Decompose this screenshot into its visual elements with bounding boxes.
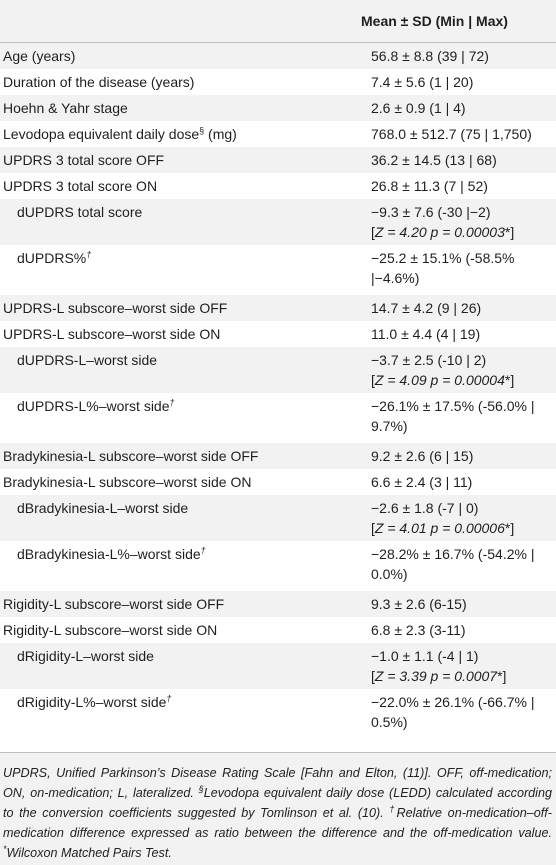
row-label: Duration of the disease (years) (3, 74, 195, 90)
row-label: dUPDRS%† (17, 249, 92, 266)
row-value: 26.8 ± 11.3 (7 | 52) (371, 178, 488, 194)
row-value: 6.8 ± 2.3 (3-11) (371, 622, 466, 638)
row-value: 2.6 ± 0.9 (1 | 4) (371, 100, 466, 116)
table-row (0, 393, 556, 443)
row-value: −9.3 ± 7.6 (-30 |−2) [Z = 4.20 p = 0.00003*] (371, 204, 515, 240)
row-label: dRigidity-L%–worst side† (17, 693, 172, 710)
reference-link[interactable]: 11 (407, 766, 421, 780)
row-value: −3.7 ± 2.5 (-10 | 2) [Z = 4.09 p = 0.00004*] (371, 352, 515, 388)
row-label: Age (years) (3, 48, 76, 64)
row-label: Bradykinesia-L subscore–worst side OFF (3, 448, 259, 464)
row-value: −28.2% ± 16.7% (-54.2% | 0.0%) (371, 546, 535, 582)
column-header-mean-sd: Mean ± SD (Min | Max) (361, 13, 508, 29)
table-row (0, 173, 556, 199)
table-row (0, 95, 556, 121)
row-label: UPDRS-L subscore–worst side OFF (3, 300, 228, 316)
row-value: 768.0 ± 512.7 (75 | 1,750) (371, 126, 532, 142)
row-label: Rigidity-L subscore–worst side OFF (3, 596, 225, 612)
table-row (0, 617, 556, 643)
table-row (0, 43, 556, 69)
table-row (0, 643, 556, 689)
footnote-text: UPDRS, Unified Parkinson’s Disease Rating Scale [Fahn and Elton, (11)]. OFF, off-medication; ON, on-medication; L, lateralized. §Levodopa equivalent daily dose (LEDD) calculated according to the conversion coefficients suggested by Tomlinson et al. (10). †Relative on-medication–off-medication difference expressed as ratio between the difference and the off-medication value. *Wilcoxon Matched Pairs Test. (3, 766, 552, 860)
table-row (0, 121, 556, 147)
row-value: −22.0% ± 26.1% (-66.7% | 0.5%) (371, 694, 535, 730)
row-value: 9.3 ± 2.6 (6-15) (371, 596, 467, 612)
table-row (0, 469, 556, 495)
row-label: UPDRS 3 total score ON (3, 178, 158, 194)
dagger-mark: † (200, 545, 206, 556)
table-row (0, 443, 556, 469)
table-row (0, 321, 556, 347)
row-value: 11.0 ± 4.4 (4 | 19) (371, 326, 481, 342)
row-value: −25.2 ± 15.1% (-58.5% |−4.6%) (371, 250, 515, 286)
row-value: 14.7 ± 4.2 (9 | 26) (371, 300, 482, 316)
row-label: Bradykinesia-L subscore–worst side ON (3, 474, 252, 490)
table-row (0, 147, 556, 173)
row-value: 7.4 ± 5.6 (1 | 20) (371, 74, 474, 90)
table-row (0, 541, 556, 591)
row-label: dBradykinesia-L%–worst side† (17, 545, 206, 562)
row-value: −1.0 ± 1.1 (-4 | 1) [Z = 3.39 p = 0.0007*] (371, 648, 507, 684)
table-footnote (0, 752, 556, 865)
row-label: dBradykinesia-L–worst side (17, 500, 189, 516)
row-value: −26.1% ± 17.5% (-56.0% | 9.7%) (371, 398, 535, 434)
table-row (0, 199, 556, 245)
table-row (0, 245, 556, 295)
row-value: −2.6 ± 1.8 (-7 | 0) [Z = 4.01 p = 0.00006*] (371, 500, 515, 536)
table-row (0, 495, 556, 541)
row-label: dUPDRS-L–worst side (17, 352, 158, 368)
row-value: 9.2 ± 2.6 (6 | 15) (371, 448, 474, 464)
dagger-mark: † (86, 249, 92, 260)
row-value: 36.2 ± 14.5 (13 | 68) (371, 152, 497, 168)
row-label: Rigidity-L subscore–worst side ON (3, 622, 218, 638)
row-label: UPDRS 3 total score OFF (3, 152, 165, 168)
row-value: 6.6 ± 2.4 (3 | 11) (371, 474, 473, 490)
row-label: dUPDRS total score (17, 204, 143, 220)
table-row (0, 347, 556, 393)
table-row (0, 591, 556, 617)
row-label: Levodopa equivalent daily dose§ (mg) (3, 125, 237, 142)
table-row (0, 689, 556, 737)
table-row (0, 69, 556, 95)
dagger-mark: † (166, 693, 172, 704)
row-label: UPDRS-L subscore–worst side ON (3, 326, 221, 342)
section-sign: § (199, 125, 205, 136)
row-label: dUPDRS-L%–worst side† (17, 397, 175, 414)
row-label: Hoehn & Yahr stage (3, 100, 128, 116)
row-value: 56.8 ± 8.8 (39 | 72) (371, 48, 489, 64)
row-label: dRigidity-L–worst side (17, 648, 154, 664)
dagger-mark: † (169, 397, 175, 408)
table-row (0, 295, 556, 321)
reference-link[interactable]: 10 (362, 806, 377, 820)
table-header (0, 0, 556, 43)
